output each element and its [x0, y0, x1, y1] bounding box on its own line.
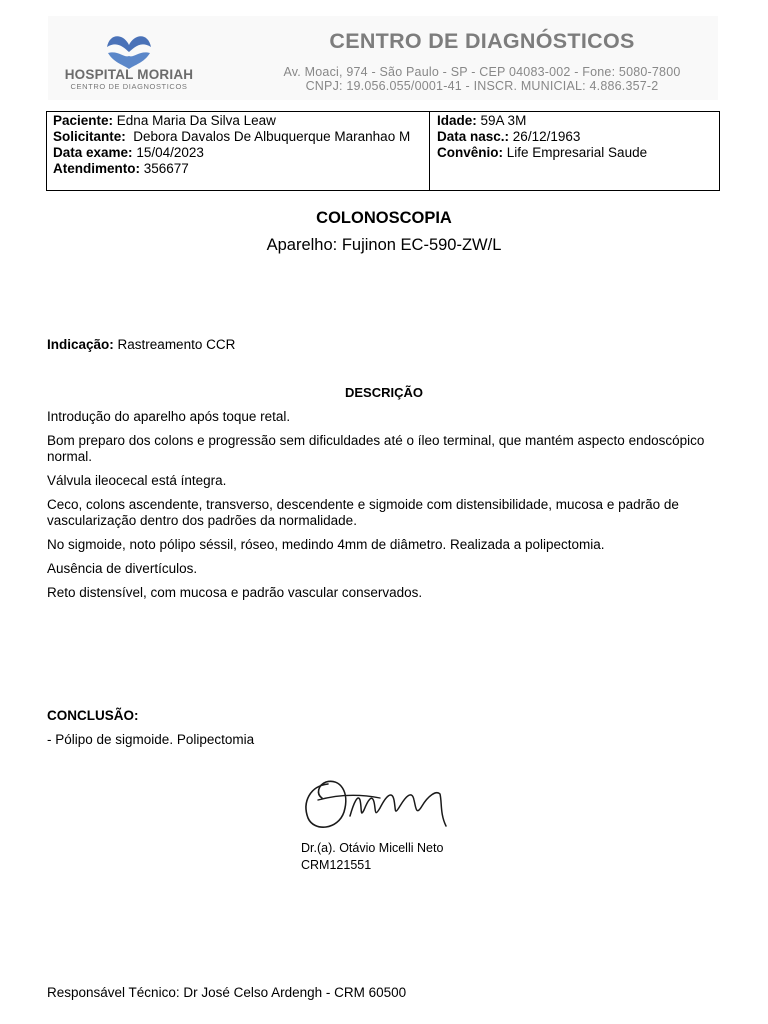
doctor-crm: CRM121551 [301, 858, 372, 872]
age-label: Idade: [437, 113, 477, 128]
center-title: CENTRO DE DIAGNÓSTICOS [329, 29, 635, 53]
hospital-subtitle: CENTRO DE DIAGNOSTICOS [70, 82, 188, 91]
age-row [437, 113, 717, 129]
description-paragraph: Bom preparo dos colons e progressão sem dificuldades até o íleo terminal, que mantém aspecto endoscópico normal. [47, 433, 705, 464]
service-value: 356677 [143, 161, 189, 176]
hospital-name: HOSPITAL MORIAH [64, 67, 194, 82]
birth-value: 26/12/1963 [512, 129, 581, 144]
insurance-label: Convênio: [437, 145, 503, 160]
technical-responsible: Responsável Técnico: Dr José Celso Ardengh - CRM 60500 [47, 985, 407, 1000]
hospital-logo-icon [104, 32, 154, 70]
requester-name: Debora Davalos De Albuquerque Maranhao M [133, 129, 411, 144]
description-paragraph: Reto distensível, com mucosa e padrão vascular conservados. [47, 585, 423, 600]
exam-date-label: Data exame: [53, 145, 133, 160]
patient-info-right [437, 113, 717, 161]
doctor-signature [300, 772, 452, 834]
indication [47, 337, 235, 352]
patient-info-box [46, 111, 720, 191]
description-paragraph: Introdução do aparelho após toque retal. [47, 409, 291, 424]
exam-date-value: 15/04/2023 [136, 145, 204, 160]
conclusion-heading: CONCLUSÃO: [47, 708, 139, 723]
birth-row [437, 129, 717, 145]
conclusion-text: - Pólipo de sigmoide. Polipectomia [47, 732, 255, 747]
exam-date-row [53, 145, 423, 161]
exam-device: Aparelho: Fujinon EC-590-ZW/L [266, 236, 502, 254]
age-value: 59A 3M [480, 113, 527, 128]
indication-label: Indicação: [47, 337, 114, 352]
center-address: Av. Moaci, 974 - São Paulo - SP - CEP 04083-002 - Fone: 5080-7800 [283, 65, 681, 79]
info-divider [429, 112, 430, 190]
patient-label: Paciente: [53, 113, 114, 128]
description-paragraph: Ceco, colons ascendente, transverso, descendente e sigmoide com distensibilidade, mucosa e padrão de vascularização dentro dos padrões da normalidade. [47, 497, 679, 528]
doctor-name: Dr.(a). Otávio Micelli Neto [301, 841, 444, 855]
indication-value: Rastreamento CCR [117, 337, 236, 352]
requester-label: Solicitante: [53, 129, 126, 144]
description-paragraph: Ausência de divertículos. [47, 561, 198, 576]
birth-label: Data nasc.: [437, 129, 510, 144]
patient-row [53, 113, 423, 129]
description-paragraph: No sigmoide, noto pólipo séssil, róseo, medindo 4mm de diâmetro. Realizada a polipectomia. [47, 537, 605, 552]
insurance-row [437, 145, 717, 161]
insurance-value: Life Empresarial Saude [506, 145, 648, 160]
description-body [47, 409, 737, 609]
description-heading: DESCRIÇÃO [344, 385, 423, 400]
service-row [53, 161, 423, 177]
exam-title: COLONOSCOPIA [316, 209, 452, 227]
center-registration: CNPJ: 19.056.055/0001-41 - INSCR. MUNICIAL: 4.886.357-2 [305, 79, 659, 93]
description-paragraph: Válvula ileocecal está íntegra. [47, 473, 227, 488]
patient-info-left [53, 113, 423, 177]
requester-row [53, 129, 423, 145]
service-label: Atendimento: [53, 161, 140, 176]
patient-name: Edna Maria Da Silva Leaw [116, 113, 276, 128]
